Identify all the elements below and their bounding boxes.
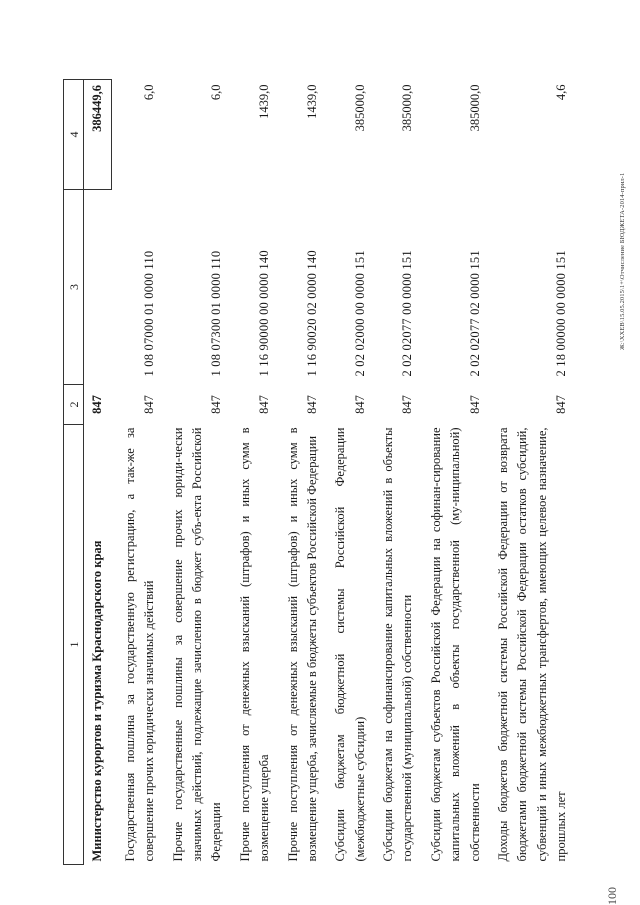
row-amount: 6,0: [209, 84, 224, 101]
header-row: [64, 80, 84, 865]
header-col-2: 2: [64, 385, 84, 425]
row-amount: 385000,0: [400, 84, 415, 132]
row-amount: 1439,0: [257, 84, 272, 119]
table-row: [485, 80, 572, 865]
table-row: [275, 80, 323, 865]
row-kbk-code: 2 18 00000 00 0000 151: [554, 250, 568, 377]
row-kbk-code: 1 08 07300 01 0000 110: [209, 250, 224, 377]
row-kbk-code: 1 08 07000 01 0000 110: [142, 250, 157, 377]
row-admin-code: 847: [142, 395, 157, 414]
header-col-1: 1: [64, 425, 84, 865]
row-description: Субсидии бюджетам бюджетной системы Российской Федерации (межбюджетные субсидии): [333, 427, 367, 862]
row-amount: 385000,0: [467, 84, 482, 132]
table-row: [160, 80, 227, 865]
row-amount: 4,6: [554, 84, 568, 101]
row-kbk-code: 2 02 02077 00 0000 151: [400, 250, 415, 377]
row-kbk-code: 2 02 02000 00 0000 151: [352, 250, 367, 377]
ministry-kbk: [84, 190, 112, 385]
row-description: Доходы бюджетов бюджетной системы Российской Федерации от возврата бюджетами бюджетной системы Российской Федерации остатков субсидий, субвенций и иных межбюджетных трансфертов, имеющих целевое назначение, прошлых лет: [495, 427, 568, 862]
revenue-table: [63, 79, 571, 865]
ministry-code: 847: [90, 395, 105, 414]
ministry-name: Министерство курортов и туризма Краснодарского края: [90, 540, 105, 862]
row-description: Субсидии бюджетам на софинансирование капитальных вложений в объекты государственной (муниципальной) собственности: [381, 427, 415, 862]
row-admin-code: 847: [467, 395, 482, 414]
table-row: [227, 80, 275, 865]
row-description: Прочие поступления от денежных взысканий (штрафов) и иных сумм в возмещение ущерба, зачисляемые в бюджеты субъектов Российской Федерации: [285, 427, 319, 862]
ministry-row: [84, 80, 112, 865]
ministry-amount: 386449,6: [84, 80, 112, 190]
table-row: [112, 80, 160, 865]
row-description: Субсидии бюджетам субъектов Российской Федерации на софинан-сирование капитальных вложений в объекты государственной (му-ниципальной) собственности: [428, 427, 482, 862]
row-amount: 385000,0: [352, 84, 367, 132]
row-admin-code: 847: [554, 395, 568, 414]
file-path-footer: Ж:\ХХЕВ\15.05.2015\1+\Отчисление БЮДЖЕТА-2014-прил-1: [619, 172, 626, 350]
row-description: Государственная пошлина за государственную регистрацию, а так-же за совершение прочих юридически значимых действий: [122, 427, 157, 862]
row-amount: 6,0: [142, 84, 157, 101]
row-kbk-code: 2 02 02077 02 0000 151: [467, 250, 482, 377]
row-admin-code: 847: [352, 395, 367, 414]
row-admin-code: 847: [400, 395, 415, 414]
row-kbk-code: 1 16 90020 02 0000 140: [304, 250, 319, 377]
row-description: Прочие государственные пошлины за совершение прочих юриди-чески значимых действий, подлежащие зачислению в бюджет субъ-екта Российской Федерации: [170, 427, 224, 862]
row-amount: 1439,0: [304, 84, 319, 119]
row-admin-code: 847: [209, 395, 224, 414]
header-col-3: 3: [64, 190, 84, 385]
row-description: Прочие поступления от денежных взысканий (штрафов) и иных сумм в возмещение ущерба: [237, 427, 272, 862]
row-kbk-code: 1 16 90000 00 0000 140: [257, 250, 272, 377]
row-admin-code: 847: [304, 395, 319, 414]
table-row: [322, 80, 370, 865]
page-number: 100: [605, 887, 619, 905]
table-row: [418, 80, 485, 865]
table-row: [370, 80, 418, 865]
header-col-4: 4: [64, 80, 84, 190]
row-admin-code: 847: [257, 395, 272, 414]
